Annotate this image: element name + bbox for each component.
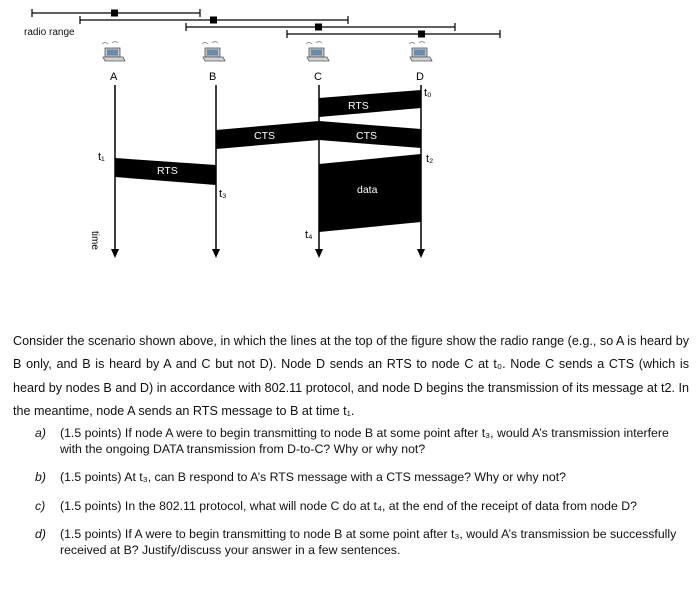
question-item-label: b) (35, 470, 46, 484)
frame-cts-right-label: CTS (356, 130, 377, 142)
timeline-c-arrow (315, 249, 323, 258)
timeline-a-arrow (111, 249, 119, 258)
frame-cts-c-to-d (319, 121, 421, 148)
time-label-t3: t₃ (219, 188, 227, 200)
frame-rts-d-label: RTS (348, 100, 369, 112)
node-c (306, 42, 329, 84)
radio-range-label: radio range (24, 27, 75, 38)
timeline-b-arrow (212, 249, 220, 258)
laptop-c-icon (306, 42, 329, 62)
node-b-label: B (209, 71, 217, 83)
frame-data-d-to-c (319, 154, 421, 232)
laptop-b-icon (202, 42, 225, 62)
time-label-t4: t₄ (305, 229, 313, 241)
timeline-d-arrow (417, 249, 425, 258)
node-a (102, 42, 125, 84)
time-axis-label: time (89, 231, 100, 250)
question-item-text: (1.5 points) If A were to begin transmitting to node B at some point after t₃, would A’s transmission be successfully received at B? Justify/discuss your answer in a few sentences. (60, 527, 677, 557)
question-item-label: a) (35, 426, 46, 440)
radio-range-b (80, 16, 348, 24)
frame-rts-a-label: RTS (157, 165, 178, 177)
radio-range-bars (32, 9, 500, 38)
question-list (30, 426, 690, 558)
node-d (409, 42, 432, 84)
node-d-label: D (416, 71, 424, 83)
node-b (202, 42, 225, 84)
question-intro: Consider the scenario shown above, in which the lines at the top of the figure show the radio range (e.g., so A is heard by B only, and B is heard by A and C but not D). Node D sends an RTS to node C at t₀. Node C sends a CTS (which is heard by nodes B and D) in accordance with 802.11 protocol, and node D begins the transmission of its message at t2. In the meantime, node A sends an RTS message to B at time t₁. (13, 334, 689, 419)
frame-rts-a-to-b (115, 158, 216, 185)
frame-cts-left-label: CTS (254, 130, 275, 142)
question-item-text: (1.5 points) If node A were to begin transmitting to node B at some point after t₃, would A’s transmission interfere with the ongoing DATA transmission from D-to-C? Why or why not? (60, 426, 669, 456)
laptop-d-icon (409, 42, 432, 62)
radio-range-a (32, 9, 200, 17)
question-item-a (30, 426, 690, 457)
radio-range-c (186, 23, 455, 31)
time-label-t2: t₂ (426, 153, 434, 165)
frame-rts-d-to-c (319, 90, 421, 117)
question-item-label: c) (35, 498, 46, 513)
frame-data-label: data (357, 184, 378, 196)
question-item-label: d) (35, 527, 46, 541)
time-label-t0: t₀ (424, 87, 432, 99)
question-item-text: (1.5 points) In the 802.11 protocol, what will node C do at t₄, at the end of the receipt of data from node D? (60, 498, 637, 513)
question-item-b (30, 470, 690, 486)
laptop-a-icon (102, 42, 125, 62)
radio-range-d (287, 30, 500, 38)
time-label-t1: t₁ (98, 151, 105, 163)
question-item-d (30, 527, 690, 558)
node-c-label: C (314, 71, 322, 83)
question-item-text: (1.5 points) At t₃, can B respond to A’s RTS message with a CTS message? Why or why not? (60, 470, 566, 484)
node-a-label: A (110, 71, 118, 83)
question-item-c (30, 499, 690, 515)
frame-cts-c-to-b (216, 121, 319, 149)
